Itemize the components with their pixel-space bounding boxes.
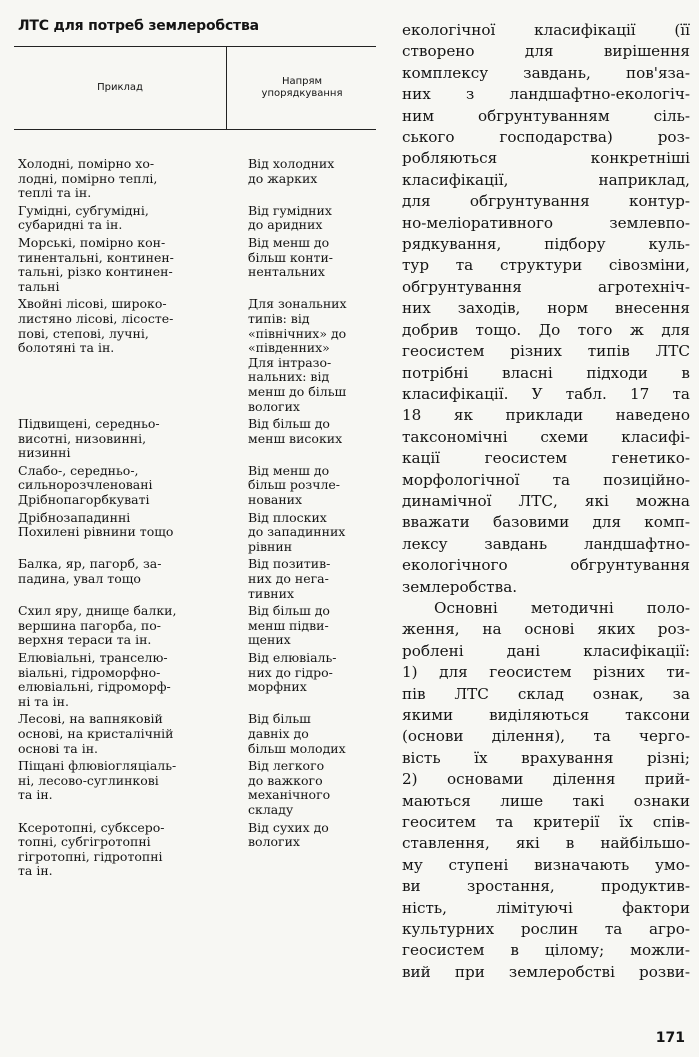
text-line: для обгрунтування контур- bbox=[402, 192, 690, 211]
text-line: ження, на основі яких роз- bbox=[402, 620, 690, 639]
cell-line: більш конти- bbox=[248, 249, 334, 265]
example-cell bbox=[14, 157, 240, 201]
cell-line: нентальних bbox=[248, 264, 325, 280]
cell-line: тальні bbox=[18, 278, 60, 294]
table-row bbox=[14, 417, 376, 461]
cell-line: та ін. bbox=[18, 787, 53, 803]
text-line: них з ландшафтно-екологіч- bbox=[402, 85, 690, 104]
table-body bbox=[14, 157, 376, 879]
cell-line: Від позитив- bbox=[248, 556, 331, 572]
direction-cell bbox=[240, 651, 376, 709]
text-line: класифікації. У табл. 17 та bbox=[402, 384, 690, 403]
cell-line: тальні, різко континен- bbox=[18, 264, 173, 280]
example-cell bbox=[14, 511, 240, 555]
text-line: якими виділяються таксони bbox=[402, 706, 690, 724]
cell-line: Від легкого bbox=[248, 758, 325, 774]
cell-line: Хвойні лісові, широко- bbox=[18, 296, 167, 312]
cell-line: до западинних bbox=[248, 524, 346, 540]
text-line: них заходів, норм внесення bbox=[402, 299, 690, 318]
text-line: добрив тощо. До того ж для bbox=[402, 320, 690, 339]
text-line: 1) для геосистем різних ти- bbox=[402, 663, 690, 682]
cell-line: низинні bbox=[18, 445, 71, 461]
cell-line: типів: від bbox=[248, 310, 310, 326]
cell-line: вершина пагорба, по- bbox=[18, 617, 162, 633]
cell-line: «південних» bbox=[248, 340, 330, 356]
cell-line: Для зональних bbox=[248, 296, 347, 312]
table-row bbox=[14, 511, 376, 555]
cell-line: ні та ін. bbox=[18, 693, 69, 709]
cell-line: Дрібнопагорбкуваті bbox=[18, 492, 150, 508]
cell-line: Від більш до bbox=[248, 603, 330, 619]
cell-line: більш молодих bbox=[248, 740, 346, 756]
cell-line: Від плоских bbox=[248, 509, 327, 525]
text-line: му ступені визначають умо- bbox=[402, 855, 690, 874]
cell-line: та ін. bbox=[18, 863, 53, 879]
direction-cell bbox=[240, 557, 376, 601]
cell-line: Елювіальні, транселю- bbox=[18, 650, 168, 665]
cell-line: до жарких bbox=[248, 170, 318, 186]
direction-cell bbox=[240, 204, 376, 233]
cell-line: «північних» до bbox=[248, 325, 347, 341]
text-line: потрібні власні підходи в bbox=[402, 363, 690, 382]
cell-line: Піщані флювіогляціаль- bbox=[18, 758, 177, 774]
cell-line: топні, субгігротопні bbox=[18, 834, 151, 850]
cell-line: нованих bbox=[248, 492, 303, 508]
cell-line: нальних: від bbox=[248, 369, 330, 385]
cell-line: висотні, низовинні, bbox=[18, 430, 147, 446]
cell-line: Балка, яр, пагорб, за- bbox=[18, 556, 162, 572]
text-line: 18 як приклади наведено bbox=[402, 406, 690, 425]
text-line: тур та структури сівозміни, bbox=[402, 256, 690, 275]
cell-line: щених bbox=[248, 632, 291, 648]
text-line: екологічного обгрунтування bbox=[402, 556, 690, 575]
cell-line: вологих bbox=[248, 834, 300, 850]
direction-cell bbox=[240, 712, 376, 756]
direction-cell bbox=[240, 417, 376, 461]
cell-line: більш розчле- bbox=[248, 477, 341, 493]
text-line: динамічної ЛТС, які можна bbox=[402, 491, 690, 510]
text-line: ставлення, які в найбільшо- bbox=[402, 834, 690, 853]
table-row bbox=[14, 297, 376, 414]
example-cell bbox=[14, 712, 240, 756]
cell-line: пові, степові, лучні, bbox=[18, 325, 149, 341]
table-row bbox=[14, 557, 376, 601]
text-line: робляються конкретніші bbox=[402, 149, 690, 168]
example-cell bbox=[14, 236, 240, 294]
cell-line: Від елювіаль- bbox=[248, 650, 337, 665]
cell-line: основі, на кристалічній bbox=[18, 725, 174, 741]
direction-cell bbox=[240, 604, 376, 648]
table-row bbox=[14, 712, 376, 756]
cell-line: Від менш до bbox=[248, 462, 330, 478]
text-line: лексу завдань ландшафтно- bbox=[402, 534, 690, 553]
text-line: комплексу завдань, пов'яза- bbox=[402, 63, 690, 82]
table-row bbox=[14, 651, 376, 709]
text-line: Основні методичні поло- bbox=[434, 598, 690, 617]
example-cell bbox=[14, 204, 240, 233]
table-row bbox=[14, 204, 376, 233]
cell-line: Від більш bbox=[248, 711, 311, 727]
cell-line: ні, лесово-суглинкові bbox=[18, 772, 159, 788]
cell-line: Дрібнозападинні bbox=[18, 509, 131, 525]
text-line: рядкування, підбору куль- bbox=[402, 235, 690, 254]
example-cell bbox=[14, 464, 240, 508]
cell-line: складу bbox=[248, 801, 294, 817]
text-line: геоситем та критерії їх спів- bbox=[402, 813, 690, 832]
example-cell bbox=[14, 759, 240, 817]
cell-line: рівнин bbox=[248, 538, 293, 554]
text-line: морфологічної та позиційно- bbox=[402, 470, 690, 489]
text-line: геосистем різних типів ЛТС bbox=[402, 342, 690, 361]
cell-line: Від більш до bbox=[248, 416, 330, 432]
cell-line: до аридних bbox=[248, 217, 323, 233]
text-line: культурних рослин та агро- bbox=[402, 920, 690, 939]
table-row bbox=[14, 759, 376, 817]
cell-line: Від сухих до bbox=[248, 819, 329, 835]
cell-line: вологих bbox=[248, 398, 300, 414]
example-cell bbox=[14, 557, 240, 601]
cell-line: них до нега- bbox=[248, 571, 329, 587]
text-line: таксономічні схеми класифі- bbox=[402, 427, 690, 446]
page-number: 171 bbox=[655, 1030, 685, 1046]
table-title: ЛТС для потреб землеробства bbox=[18, 18, 259, 34]
text-line: геосистем в цілому; можли- bbox=[402, 941, 690, 960]
text-line: створено для вирішення bbox=[402, 42, 690, 61]
cell-line: лодні, помірно теплі, bbox=[18, 170, 158, 186]
text-line: обгрунтування агротехніч- bbox=[402, 277, 690, 296]
direction-cell bbox=[240, 821, 376, 879]
cell-line: Похилені рівнини тощо bbox=[18, 524, 174, 540]
direction-cell bbox=[240, 236, 376, 294]
direction-cell bbox=[240, 511, 376, 555]
cell-line: основі та ін. bbox=[18, 740, 99, 756]
direction-cell bbox=[240, 157, 376, 201]
text-line: вважати базовими для комп- bbox=[402, 513, 690, 532]
text-line: ним обгрунтуванням сіль- bbox=[402, 106, 690, 125]
header-divider bbox=[226, 47, 227, 129]
text-line: ського господарства) роз- bbox=[402, 128, 690, 147]
cell-line: Холодні, помірно хо- bbox=[18, 156, 155, 171]
cell-line: теплі та ін. bbox=[18, 185, 92, 201]
cell-line: верхня тераси та ін. bbox=[18, 632, 152, 648]
cell-line: Лесові, на вапняковій bbox=[18, 711, 163, 727]
cell-line: механічного bbox=[248, 787, 331, 803]
header-direction-line: Напрям bbox=[281, 76, 323, 87]
table-row bbox=[14, 157, 376, 201]
direction-cell bbox=[240, 297, 376, 414]
cell-line: субаридні та ін. bbox=[18, 217, 123, 233]
text-line: кації геосистем генетико- bbox=[402, 449, 690, 468]
table-row bbox=[14, 821, 376, 879]
cell-line: Морські, помірно кон- bbox=[18, 234, 166, 250]
cell-line: Від менш до bbox=[248, 234, 330, 250]
example-cell bbox=[14, 821, 240, 879]
direction-cell bbox=[240, 759, 376, 817]
example-cell bbox=[14, 417, 240, 461]
text-line: 2) основами ділення прий- bbox=[402, 770, 690, 789]
text-line: пів ЛТС склад ознак, за bbox=[402, 684, 690, 703]
text-line: (основи ділення), та черго- bbox=[402, 727, 690, 746]
table-row bbox=[14, 604, 376, 648]
text-line: ність, лімітуючі фактори bbox=[402, 898, 690, 917]
cell-line: тивних bbox=[248, 585, 294, 601]
example-cell bbox=[14, 604, 240, 648]
cell-line: давніх до bbox=[248, 725, 309, 741]
table-row bbox=[14, 236, 376, 294]
text-line: класифікації, наприклад, bbox=[402, 170, 690, 189]
cell-line: елювіальні, гідроморф- bbox=[18, 679, 171, 695]
cell-line: Слабо-, середньо-, bbox=[18, 462, 139, 478]
text-line: ви зростання, продуктив- bbox=[402, 877, 690, 896]
cell-line: Від холодних bbox=[248, 156, 335, 171]
example-cell bbox=[14, 651, 240, 709]
cell-line: Підвищені, середньо- bbox=[18, 416, 160, 432]
header-example: Приклад bbox=[97, 82, 143, 93]
body-text bbox=[402, 20, 690, 983]
cell-line: гігротопні, гідротопні bbox=[18, 848, 163, 864]
table-column bbox=[14, 18, 376, 882]
table-header bbox=[14, 46, 376, 130]
table-row bbox=[14, 464, 376, 508]
cell-line: них до гідро- bbox=[248, 664, 333, 680]
cell-line: до важкого bbox=[248, 772, 323, 788]
text-line: маються лише такі ознаки bbox=[402, 791, 690, 810]
example-cell bbox=[14, 297, 240, 414]
cell-line: менш підви- bbox=[248, 617, 329, 633]
cell-line: тинентальні, континен- bbox=[18, 249, 174, 265]
text-line: вість їх врахування різні; bbox=[402, 748, 690, 767]
text-line: вий при землеробстві розви- bbox=[402, 962, 690, 981]
header-direction bbox=[228, 47, 376, 129]
cell-line: листяно лісові, лісосте- bbox=[18, 310, 174, 326]
text-line: землеробства. bbox=[402, 577, 518, 596]
cell-line: менш до більш bbox=[248, 383, 347, 399]
cell-line: сильнорозчленовані bbox=[18, 477, 153, 493]
text-line: роблені дані класифікації: bbox=[402, 641, 690, 660]
cell-line: Для інтразо- bbox=[248, 354, 332, 370]
cell-line: менш високих bbox=[248, 430, 343, 446]
cell-line: Від гумідних bbox=[248, 202, 332, 218]
header-direction-line: упорядкування bbox=[261, 88, 343, 99]
cell-line: Схил яру, днище балки, bbox=[18, 603, 177, 619]
cell-line: Гумідні, субгумідні, bbox=[18, 202, 149, 218]
cell-line: віальні, гідроморфно- bbox=[18, 664, 161, 680]
text-line: екологічної класифікації (її bbox=[402, 21, 690, 39]
cell-line: Ксеротопні, субксеро- bbox=[18, 819, 165, 835]
text-line: но-меліоративного землевпо- bbox=[402, 213, 690, 232]
cell-line: морфних bbox=[248, 679, 307, 695]
cell-line: падина, увал тощо bbox=[18, 571, 141, 587]
cell-line: болотяні та ін. bbox=[18, 340, 115, 356]
direction-cell bbox=[240, 464, 376, 508]
